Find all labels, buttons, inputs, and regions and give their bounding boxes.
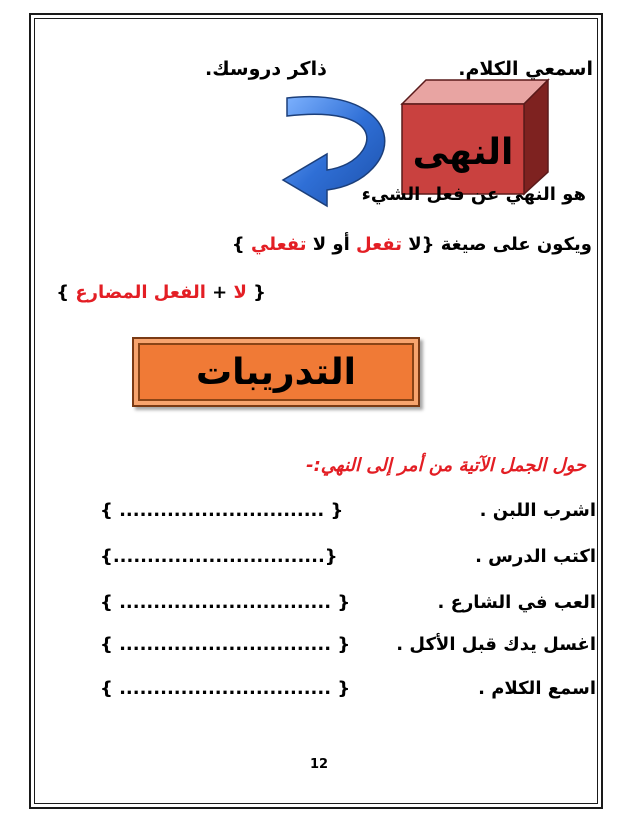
def2-mid: أو لا [306, 234, 357, 255]
page-number: 12 [309, 757, 329, 772]
cube-title: النهى [412, 132, 514, 173]
exercise-row [100, 500, 596, 530]
def2-suffix: } [231, 234, 252, 255]
answer-blank[interactable]: {...............................} [100, 546, 338, 567]
exercise-sentence: اشرب اللبن . [479, 500, 596, 521]
exercise-sentence: اكتب الدرس . [475, 546, 596, 567]
def3-red-2: الفعل المضارع [75, 282, 206, 303]
answer-blank[interactable]: { .............................. } [100, 500, 344, 521]
exercises-heading: التدريبات [196, 351, 356, 393]
def2-prefix: ويكون على صيغة {لا [401, 234, 592, 255]
nahy-cube [400, 78, 550, 196]
def3-open: { [246, 282, 266, 303]
def2-red-2: تفعلي [251, 234, 307, 255]
definition-line-2 [232, 234, 592, 255]
def2-red-1: تفعل [356, 234, 402, 255]
answer-blank[interactable]: { ............................... } [100, 592, 351, 613]
def3-close: } [56, 282, 76, 303]
answer-blank[interactable]: { ............................... } [100, 634, 351, 655]
exercise-sentence: اغسل يدك قبل الأكل . [396, 634, 596, 655]
exercises-instruction: حول الجمل الآتية من أمر إلى النهي:- [306, 455, 586, 476]
top-left-phrase: ذاكر دروسك. [205, 58, 327, 80]
exercise-row [100, 678, 596, 708]
top-right-phrase: اسمعي الكلام. [458, 58, 593, 80]
exercise-sentence: اسمع الكلام . [478, 678, 596, 699]
exercise-row [100, 592, 596, 622]
definition-formula [56, 282, 266, 303]
answer-blank[interactable]: { ............................... } [100, 678, 351, 699]
definition-line-1: هو النهي عن فعل الشيء [361, 184, 586, 205]
exercise-sentence: العب في الشارع . [437, 592, 596, 613]
exercise-row [100, 634, 596, 664]
def3-plus: + [205, 282, 234, 303]
exercises-heading-box [132, 337, 420, 407]
def3-red-1: لا [233, 282, 247, 303]
exercise-row [100, 546, 596, 576]
